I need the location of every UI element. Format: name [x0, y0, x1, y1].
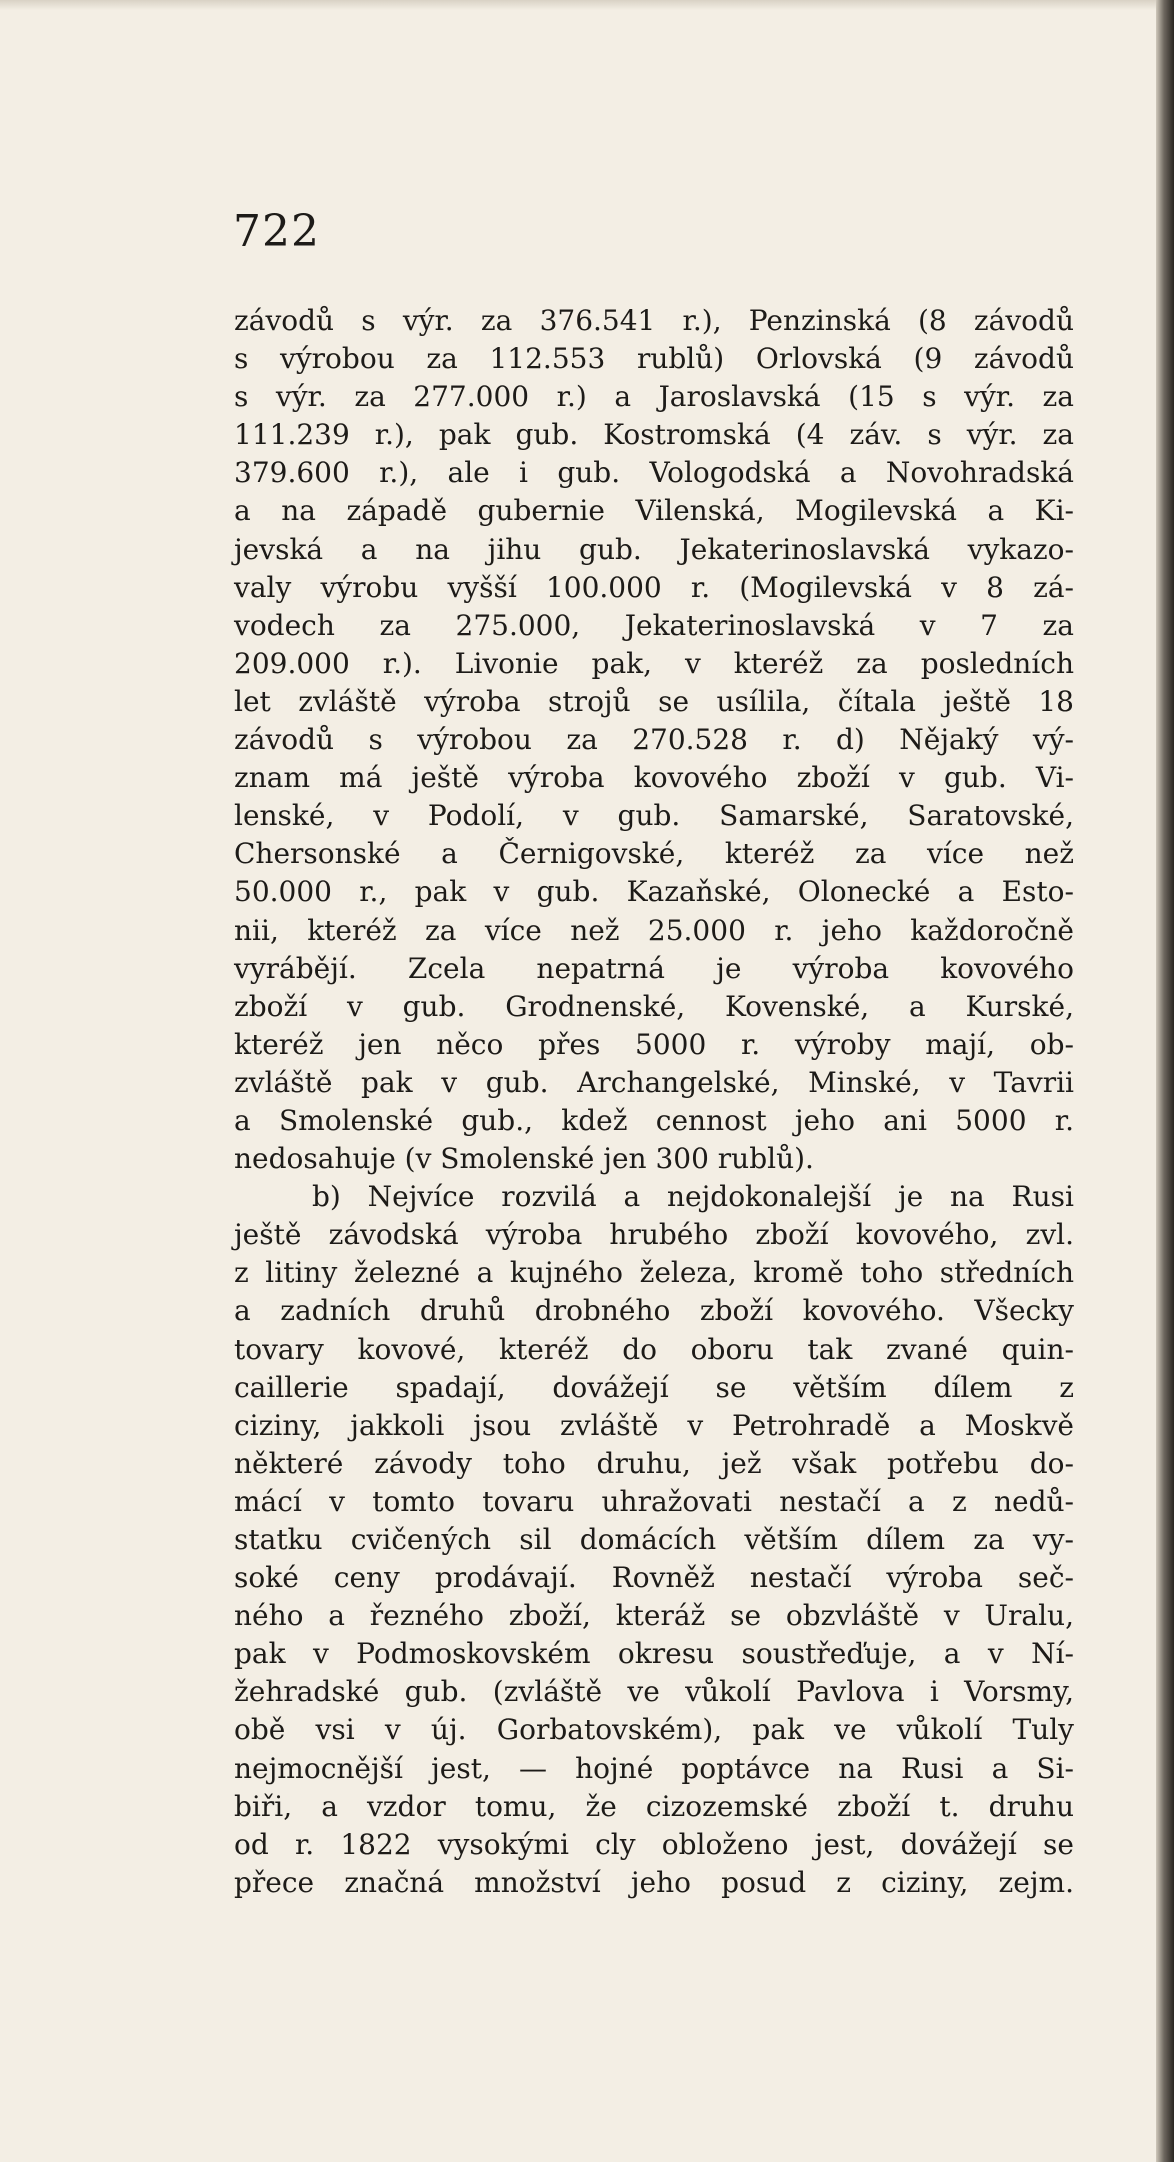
text-line: přece značná množství jeho posud z ciziny, zejm.: [234, 1865, 1074, 1899]
text-line: obě vsi v új. Gorbatovském), pak ve vůkolí Tuly: [234, 1713, 1074, 1747]
page-number: 722: [233, 206, 320, 257]
text-line: s výr. za 277.000 r.) a Jaroslavská (15 s výr. za: [234, 380, 1074, 414]
text-line: zboží v gub. Grodnenské, Kovenské, a Kurské,: [234, 989, 1074, 1023]
text-line: nii, kteréž za více než 25.000 r. jeho každoročně: [234, 913, 1074, 947]
paragraph-start-line: b) Nejvíce rozvilá a nejdokonalejší je na Rusi: [312, 1180, 1074, 1214]
text-line: 50.000 r., pak v gub. Kazaňské, Olonecké a Esto-: [234, 875, 1074, 909]
paragraph-end-line: nedosahuje (v Smolenské jen 300 rublů).: [234, 1142, 814, 1176]
text-line: valy výrobu vyšší 100.000 r. (Mogilevská v 8 zá-: [234, 570, 1074, 604]
text-line: kteréž jen něco přes 5000 r. výroby mají, ob-: [234, 1027, 1074, 1061]
text-line: zvláště pak v gub. Archangelské, Minské, v Tavrii: [234, 1065, 1074, 1099]
text-line: nejmocnější jest, — hojné poptávce na Rusi a Si-: [234, 1751, 1074, 1785]
text-line: biři, a vzdor tomu, že cizozemské zboží t. druhu: [234, 1789, 1074, 1823]
text-line: a Smolenské gub., kdež cennost jeho ani 5000 r.: [234, 1103, 1074, 1137]
text-line: vodech za 275.000, Jekaterinoslavská v 7 za: [234, 608, 1074, 642]
text-line: tovary kovové, kteréž do oboru tak zvané quin-: [234, 1332, 1074, 1366]
text-line: s výrobou za 112.553 rublů) Orlovská (9 závodů: [234, 342, 1074, 376]
text-line: lenské, v Podolí, v gub. Samarské, Saratovské,: [234, 799, 1074, 833]
text-line: od r. 1822 vysokými cly obloženo jest, dovážejí se: [234, 1827, 1074, 1861]
text-line: vyrábějí. Zcela nepatrná je výroba kovového: [234, 951, 1074, 985]
text-line: 209.000 r.). Livonie pak, v kteréž za posledních: [234, 646, 1074, 680]
text-line: některé závody toho druhu, jež však potřebu do-: [234, 1446, 1074, 1480]
text-line: a na západě gubernie Vilenská, Mogilevská a Ki-: [234, 494, 1074, 528]
text-line: jevská a na jihu gub. Jekaterinoslavská vykazo-: [234, 532, 1074, 566]
text-line: Chersonské a Černigovské, kteréž za více než: [234, 837, 1074, 871]
text-line: žehradské gub. (zvláště ve vůkolí Pavlova i Vorsmy,: [234, 1675, 1074, 1709]
text-line: ného a řezného zboží, kteráž se obzvláště v Uralu,: [234, 1599, 1074, 1633]
text-line: let zvláště výroba strojů se usílila, čítala ještě 18: [234, 684, 1074, 718]
scan-top-shadow: [0, 0, 1174, 10]
text-line: statku cvičených sil domácích větším dílem za vy-: [234, 1523, 1074, 1556]
text-line: 111.239 r.), pak gub. Kostromská (4 záv. s výr. za: [234, 418, 1074, 452]
text-line: znam má ještě výroba kovového zboží v gub. Vi-: [234, 761, 1074, 795]
text-line: z litiny železné a kujného železa, kromě toho středních: [234, 1256, 1074, 1290]
text-line: 379.600 r.), ale i gub. Vologodská a Novohradská: [234, 456, 1074, 490]
text-line: závodů s výr. za 376.541 r.), Penzinská (8 závodů: [234, 304, 1074, 337]
text-line: závodů s výrobou za 270.528 r. d) Nějaký vý-: [234, 723, 1074, 757]
text-line: pak v Podmoskovském okresu soustřeďuje, a v Ní-: [234, 1637, 1074, 1671]
text-line: a zadních druhů drobného zboží kovového. Všecky: [234, 1294, 1074, 1328]
scan-edge-shadow: [1156, 0, 1174, 2162]
text-line: soké ceny prodávají. Rovněž nestačí výroba seč-: [234, 1561, 1074, 1595]
body-text: [234, 302, 1074, 1902]
text-line: caillerie spadají, dovážejí se větším dílem z: [234, 1370, 1074, 1404]
text-line: ciziny, jakkoli jsou zvláště v Petrohradě a Moskvě: [234, 1408, 1074, 1442]
text-line: mácí v tomto tovaru uhražovati nestačí a z nedů-: [234, 1484, 1074, 1518]
text-line: ještě závodská výroba hrubého zboží kovového, zvl.: [234, 1218, 1074, 1252]
